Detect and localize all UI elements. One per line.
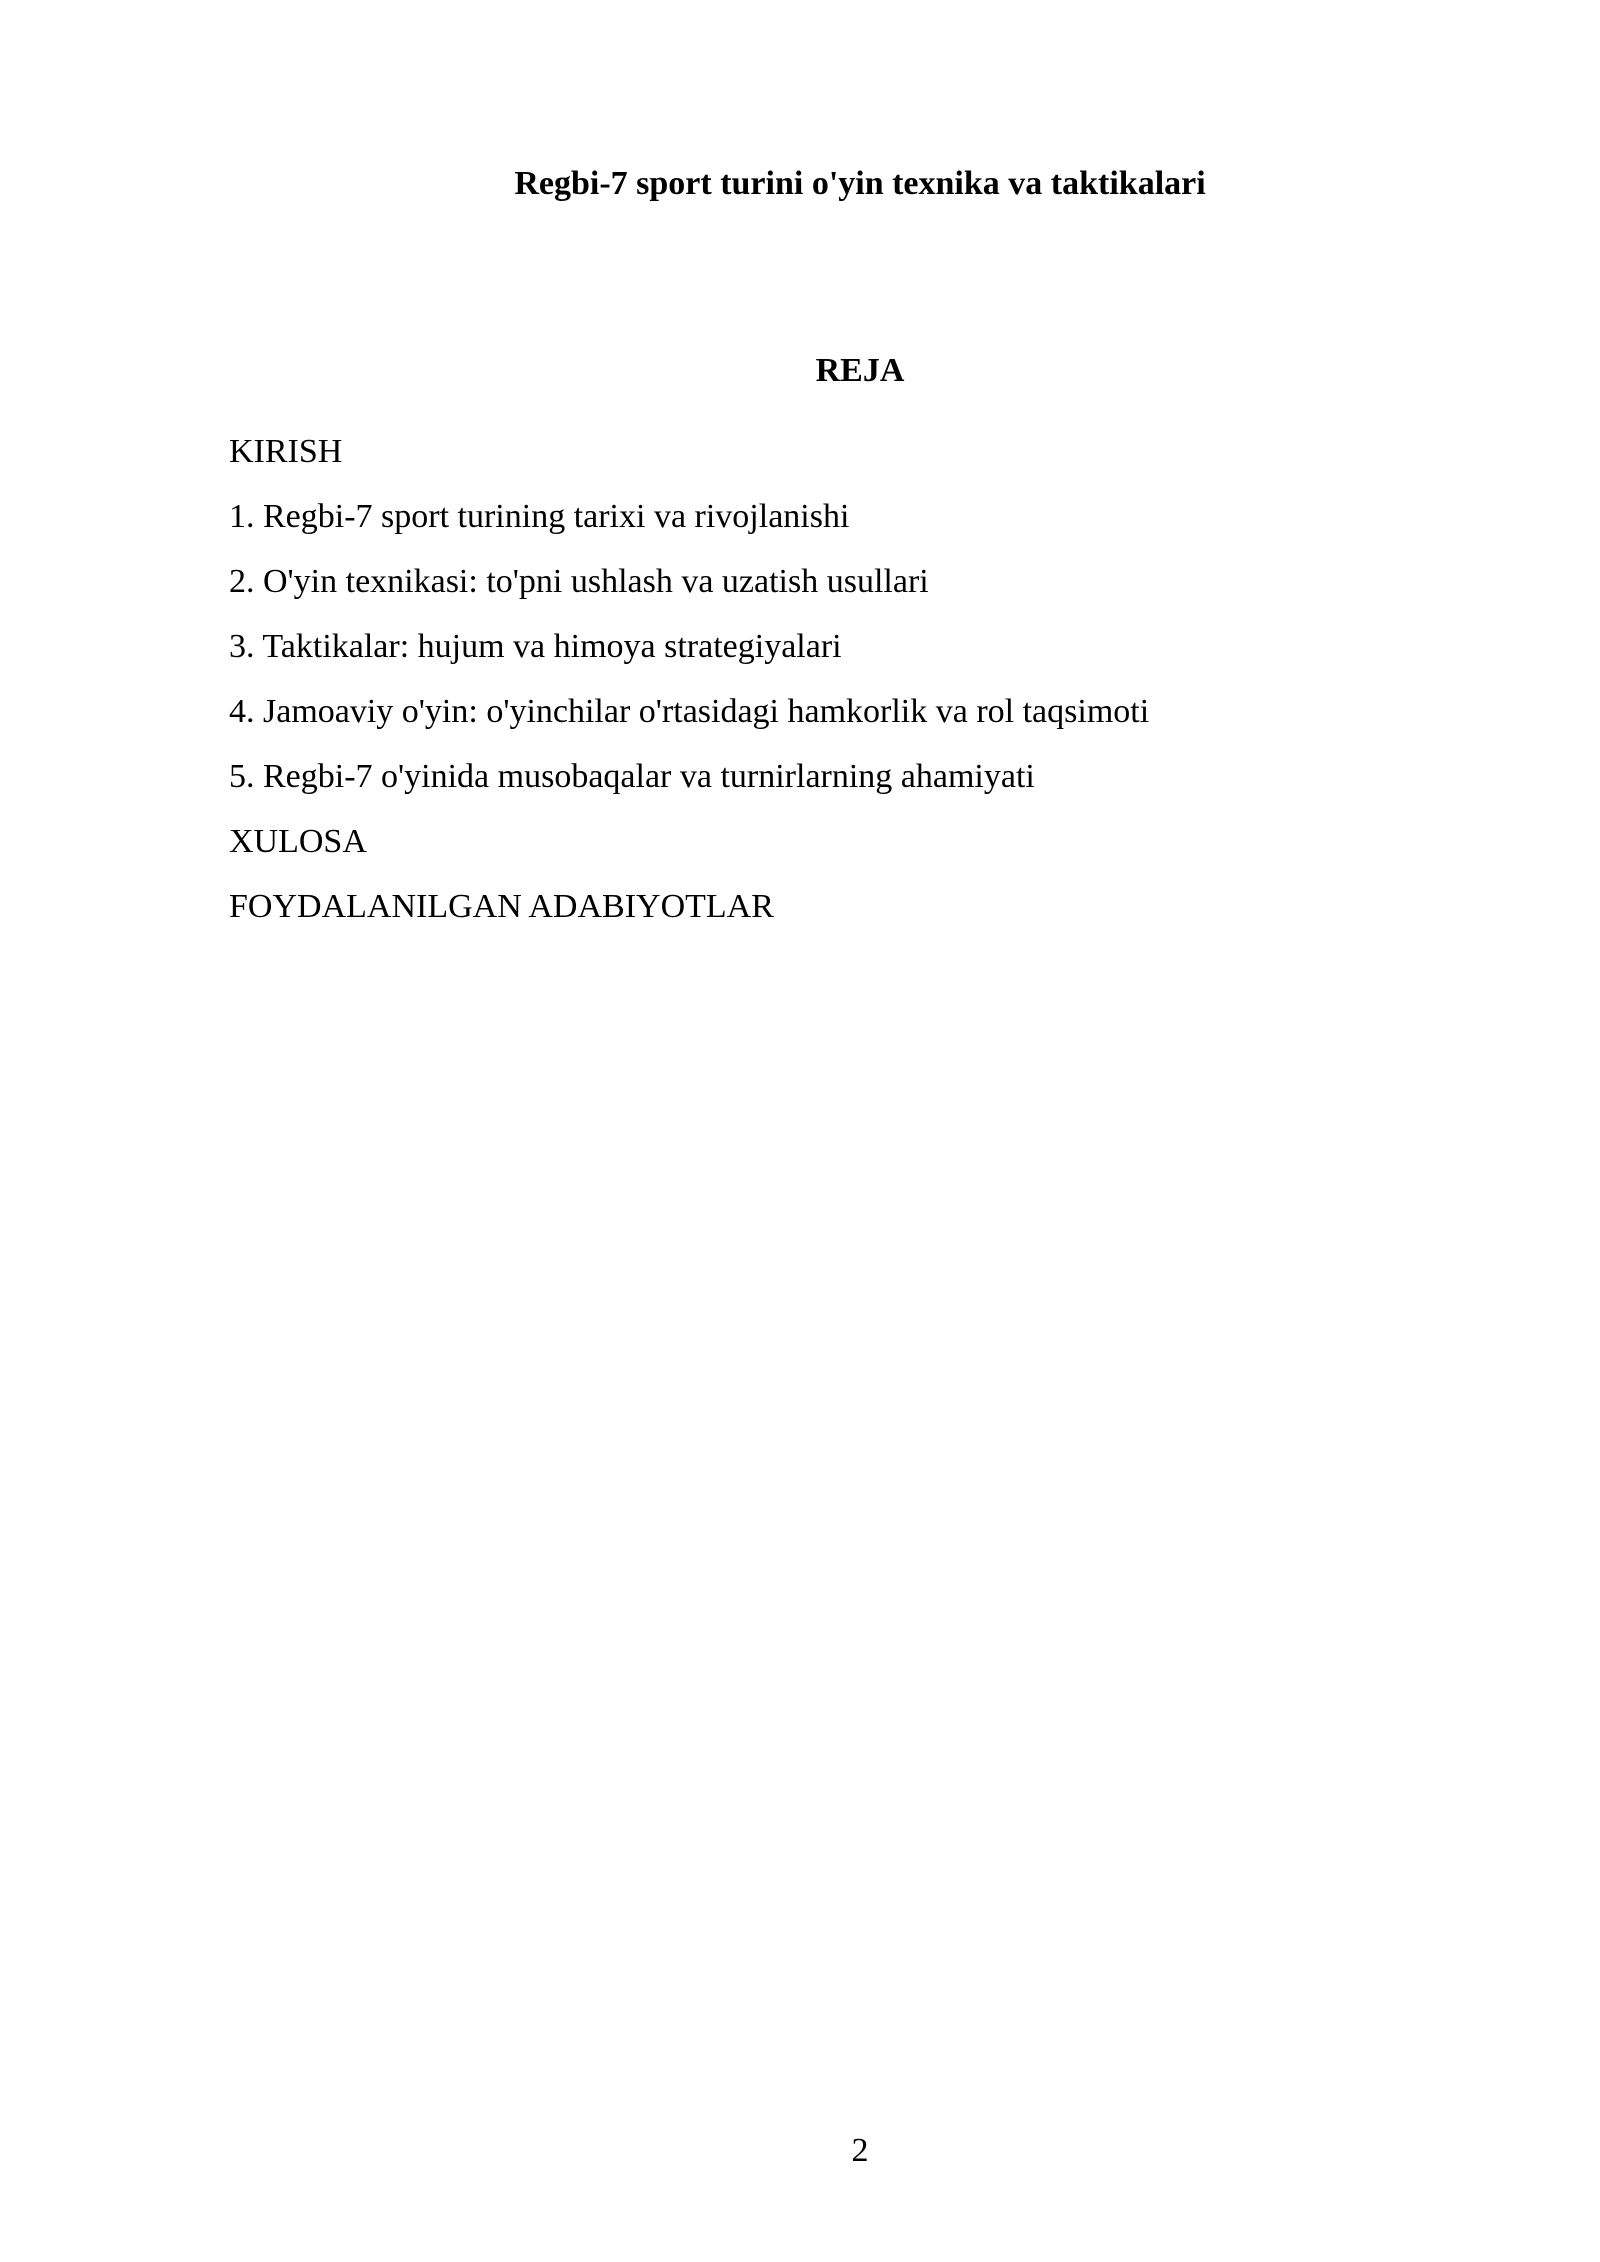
document-title: Regbi-7 sport turini o'yin texnika va taktikalari (514, 165, 1206, 202)
plan-list (229, 419, 1149, 939)
plan-heading: REJA (815, 352, 905, 389)
plan-item-5: 5. Regbi-7 o'yinida musobaqalar va turnirlarning ahamiyati (229, 758, 1035, 795)
plan-item-3: 3. Taktikalar: hujum va himoya strategiyalari (229, 628, 842, 665)
plan-item-introduction: KIRISH (229, 433, 343, 470)
plan-item-4: 4. Jamoaviy o'yin: o'yinchilar o'rtasidagi hamkorlik va rol taqsimoti (229, 693, 1150, 730)
plan-item-2: 2. O'yin texnikasi: to'pni ushlash va uzatish usullari (229, 563, 929, 600)
plan-item-references: FOYDALANILGAN ADABIYOTLAR (229, 888, 774, 925)
plan-item-conclusion: XULOSA (229, 823, 367, 860)
page-number: 2 (851, 2132, 869, 2169)
plan-item-1: 1. Regbi-7 sport turining tarixi va rivojlanishi (229, 498, 850, 535)
